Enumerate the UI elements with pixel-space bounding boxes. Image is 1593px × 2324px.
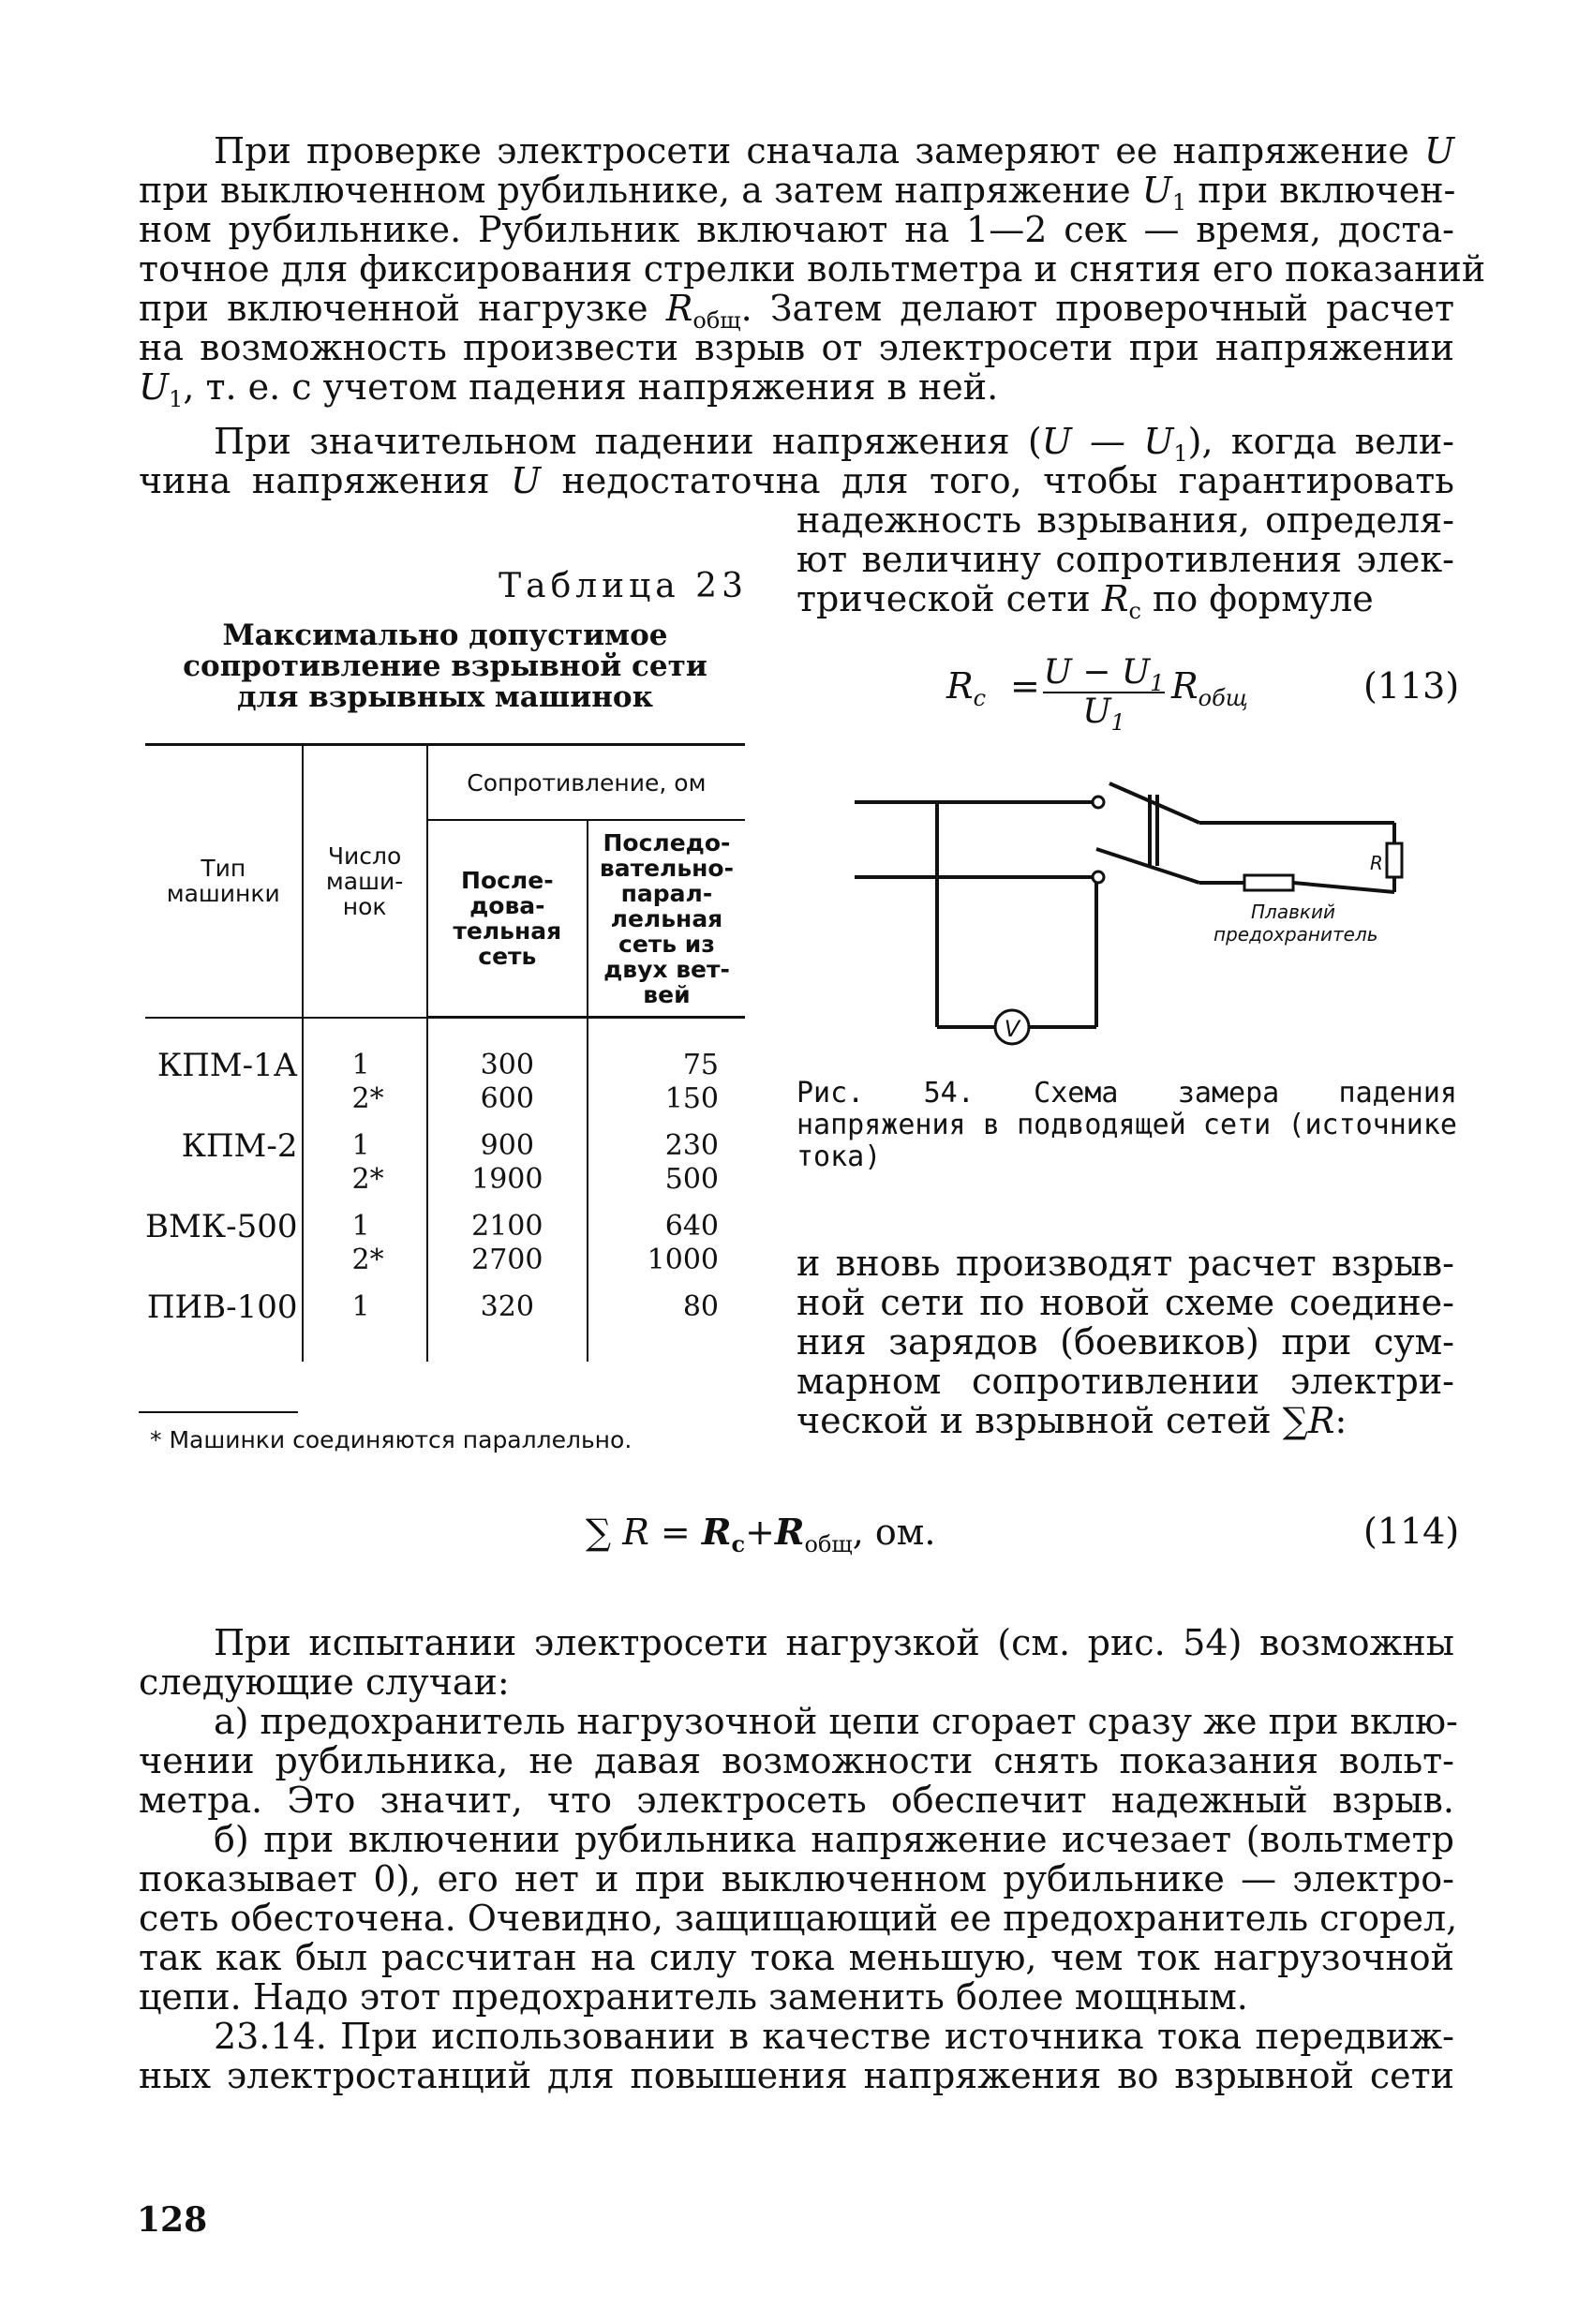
table-number: Таблица 23 — [499, 567, 748, 605]
voltmeter-label: V — [1004, 1016, 1020, 1042]
switch-contact — [1093, 797, 1104, 808]
switch-contact — [1093, 872, 1104, 883]
text-line: на возможность произвести взрыв от электросети при напряжении — [139, 327, 1454, 368]
text-line: ной сети по новой схеме соедине- — [796, 1282, 1454, 1323]
paragraph-case-b — [139, 1819, 1458, 2018]
formula-lhs: $R_с$ — [946, 665, 987, 711]
circuit-diagram — [843, 767, 1424, 1057]
fuse-symbol — [1244, 875, 1293, 890]
formula-fraction: $\frac{U - U_1}{U_1}$ — [1043, 653, 1165, 736]
resistance-table — [145, 743, 745, 1362]
text-line: а) предохранитель нагрузочной цепи сгорает сразу же при вклю- — [214, 1701, 1458, 1742]
table-row: КПМ-2 1 900 230 — [145, 1129, 745, 1163]
text-line: 23.14. При использовании в качестве источника тока передвиж- — [214, 2016, 1454, 2057]
formula-114: ∑ $R = R_с+R_{общ}$, ом. — [586, 1511, 936, 1557]
formula-label: (113) — [1363, 665, 1460, 707]
text-line: ном рубильнике. Рубильник включают на 1—2 сек — время, доста- — [139, 209, 1454, 250]
table-row: 2* 600 150 — [145, 1082, 745, 1129]
formula-label: (114) — [1363, 1511, 1460, 1552]
column-header-resistance: Сопротивление, ом — [427, 745, 745, 821]
text-line: надежность взрывания, определя- — [796, 499, 1454, 541]
fuse-label: предохранитель — [1213, 923, 1378, 946]
paragraph-case-a — [139, 1701, 1458, 1821]
text-line: ют величину сопротивления элек- — [796, 539, 1454, 580]
text-line: При значительном падении напряжения (U — $U_1$), когда вели- — [214, 421, 1454, 467]
text-line: $U_1$, т. е. с учетом падения напряжения в ней. — [139, 366, 999, 412]
text-line: чина напряжения U недостаточна для того, чтобы гарантировать — [139, 460, 1454, 501]
table-footnote: * Машинки соединяются параллельно. — [150, 1426, 633, 1453]
paragraph-voltage-drop-right — [796, 499, 1454, 624]
text-line: трической сети $R_с$ по формуле — [796, 578, 1374, 624]
figure-caption: Рис. 54. Схема замера падения напряжения в подводящей сети (источнике тока) — [796, 1077, 1457, 1173]
resistor-symbol — [1387, 843, 1402, 877]
text-line: ния зарядов (боевиков) при сум- — [796, 1321, 1454, 1363]
page-number: 128 — [137, 2200, 208, 2240]
footnote-divider — [139, 1411, 298, 1413]
table-row: 2* 1900 500 — [145, 1163, 745, 1210]
paragraph-section-23-14 — [139, 2017, 1454, 2095]
paragraph-recalculation — [796, 1244, 1454, 1440]
text-line: следующие случаи: — [139, 1661, 510, 1703]
table-row: ВМК-500 1 2100 640 — [145, 1210, 745, 1244]
text-line: точное для фиксирования стрелки вольтметра и снятия его показаний — [139, 248, 1486, 290]
text-line: При проверке электросети сначала замеряют ее напряжение U — [214, 130, 1454, 171]
column-header-serial-parallel: Последо- вательно- парал- лельная сеть из двух вет- вей — [588, 820, 745, 1018]
paragraph-voltage-drop — [139, 422, 1454, 500]
text-line: при выключенном рубильнике, а затем напряжение $U_1$ при включен- — [139, 170, 1456, 216]
text-line: ных электростанций для повышения напряжения во взрывной сети — [139, 2055, 1454, 2096]
text-line: и вновь производят расчет взрыв- — [796, 1243, 1454, 1284]
table-row-spacer — [145, 1324, 745, 1362]
text-line: метра. Это значит, что электросеть обеспечит надежный взрыв. — [139, 1780, 1454, 1821]
text-line: при включенной нагрузке $R_{общ}$. Затем делают проверочный расчет — [139, 288, 1454, 334]
text-line: чении рубильника, не давая возможности снять показания вольт- — [139, 1740, 1454, 1781]
text-line: сеть обесточена. Очевидно, защищающий ее предохранитель сгорел, — [139, 1898, 1458, 1939]
table-title: Максимально допустимое сопротивление взрывной сети для взрывных машинок — [183, 618, 707, 714]
resistor-label: R — [1370, 852, 1383, 874]
formula-rhs: $R_{общ}$ — [1171, 665, 1248, 711]
column-header-type: Тип машинки — [145, 745, 303, 1018]
text-line: так как был рассчитан на силу тока меньшую, чем ток нагрузочной — [139, 1937, 1454, 1978]
paragraph-load-test — [139, 1623, 1454, 1702]
table-row: ПИВ-100 1 320 80 — [145, 1290, 745, 1324]
formula-equals: = — [1010, 665, 1040, 707]
table-row: 2* 2700 1000 — [145, 1244, 745, 1290]
text-line: б) при включении рубильника напряжение исчезает (вольтметр — [214, 1819, 1454, 1860]
column-header-count: Число маши- нок — [303, 745, 427, 1018]
paragraph-voltage-check — [139, 130, 1486, 412]
fuse-label: Плавкий — [1251, 901, 1335, 923]
table-row: КПМ-1А 1 300 75 — [145, 1018, 745, 1083]
text-line: ческой и взрывной сетей ∑R: — [796, 1400, 1347, 1441]
text-line: показывает 0), его нет и при выключенном рубильнике — электро- — [139, 1858, 1454, 1899]
text-line: цепи. Надо этот предохранитель заменить более мощным. — [139, 1976, 1248, 2018]
text-line: При испытании электросети нагрузкой (см. рис. 54) возможны — [214, 1622, 1454, 1663]
column-header-serial: После- дова- тельная сеть — [427, 820, 588, 1018]
text-line: марном сопротивлении электри- — [796, 1361, 1454, 1402]
